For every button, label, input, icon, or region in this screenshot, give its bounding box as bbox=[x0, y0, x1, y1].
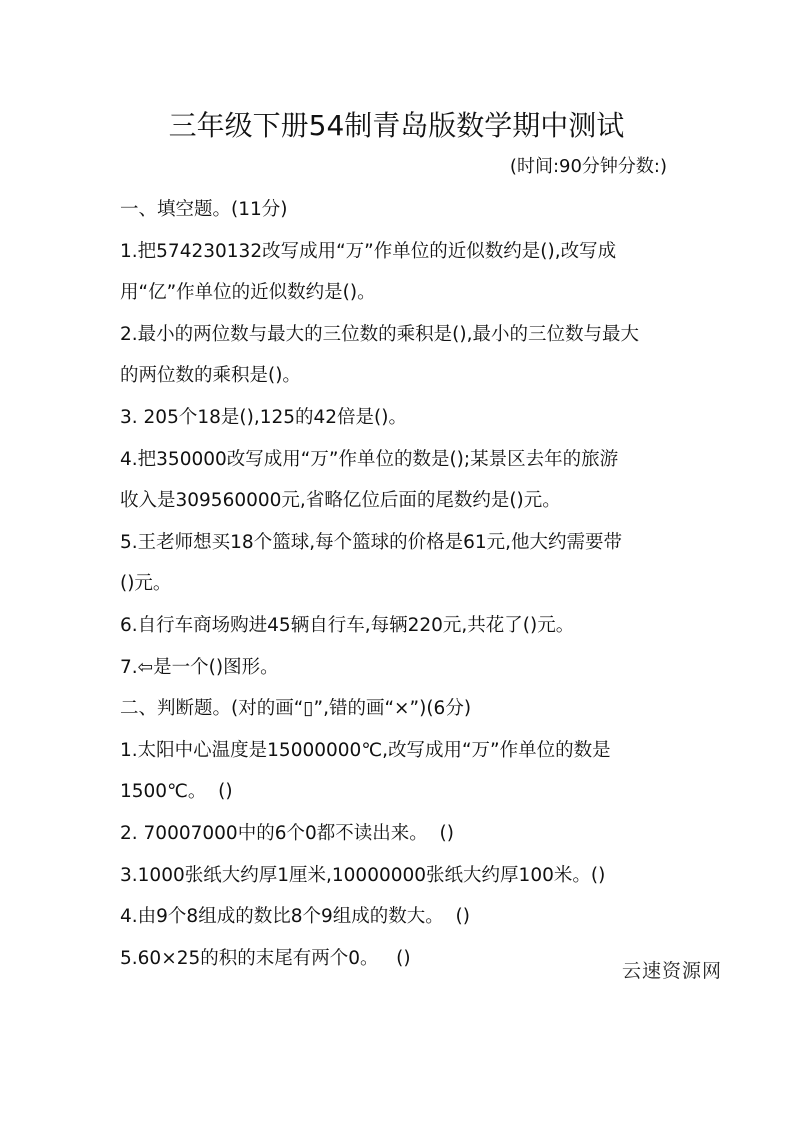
text-line: 2. 70007000中的6个0都不读出来。 () bbox=[120, 822, 454, 844]
text-line: 4.由9个8组成的数比8个9组成的数大。 () bbox=[120, 906, 470, 928]
text-line: 二、判断题。(对的画“▯”,错的画“×”)(6分) bbox=[120, 698, 472, 720]
text-line: 1.把574230132改写成用“万”作单位的近似数约是(),改写成 bbox=[120, 240, 617, 262]
text-line: 1500℃。 () bbox=[120, 781, 233, 803]
text-line: 2.最小的两位数与最大的三位数的乘积是(),最小的三位数与最大 bbox=[120, 323, 639, 345]
question-list bbox=[120, 194, 680, 984]
text-line: 3. 205个18是(),125的42倍是()。 bbox=[120, 406, 407, 428]
text-line: 7.⇦是一个()图形。 bbox=[120, 656, 279, 678]
text-line: ()元。 bbox=[120, 573, 172, 595]
text-line: 的两位数的乘积是()。 bbox=[120, 365, 301, 387]
text-line: 5.王老师想买18个篮球,每个篮球的价格是61元,他大约需要带 bbox=[120, 531, 622, 553]
exam-info: (时间:90分钟分数:) bbox=[509, 156, 667, 177]
text-line: 6.自行车商场购进45辆自行车,每辆220元,共花了()元。 bbox=[120, 614, 575, 636]
text-line: 一、填空题。(11分) bbox=[120, 199, 288, 220]
text-line: 收入是309560000元,省略亿位后面的尾数约是()元。 bbox=[120, 490, 561, 512]
page-title: 三年级下册54制青岛版数学期中测试 bbox=[168, 109, 625, 142]
text-line: 5.60×25的积的末尾有两个0。 () bbox=[120, 947, 411, 969]
watermark: 云速资源网 bbox=[622, 960, 723, 982]
text-line: 3.1000张纸大约厚1厘米,10000000张纸大约厚100米。() bbox=[120, 864, 606, 886]
text-line: 用“亿”作单位的近似数约是()。 bbox=[120, 282, 376, 304]
text-line: 4.把350000改写成用“万”作单位的数是();某景区去年的旅游 bbox=[120, 448, 619, 470]
text-line: 1.太阳中心温度是15000000℃,改写成用“万”作单位的数是 bbox=[120, 739, 611, 761]
